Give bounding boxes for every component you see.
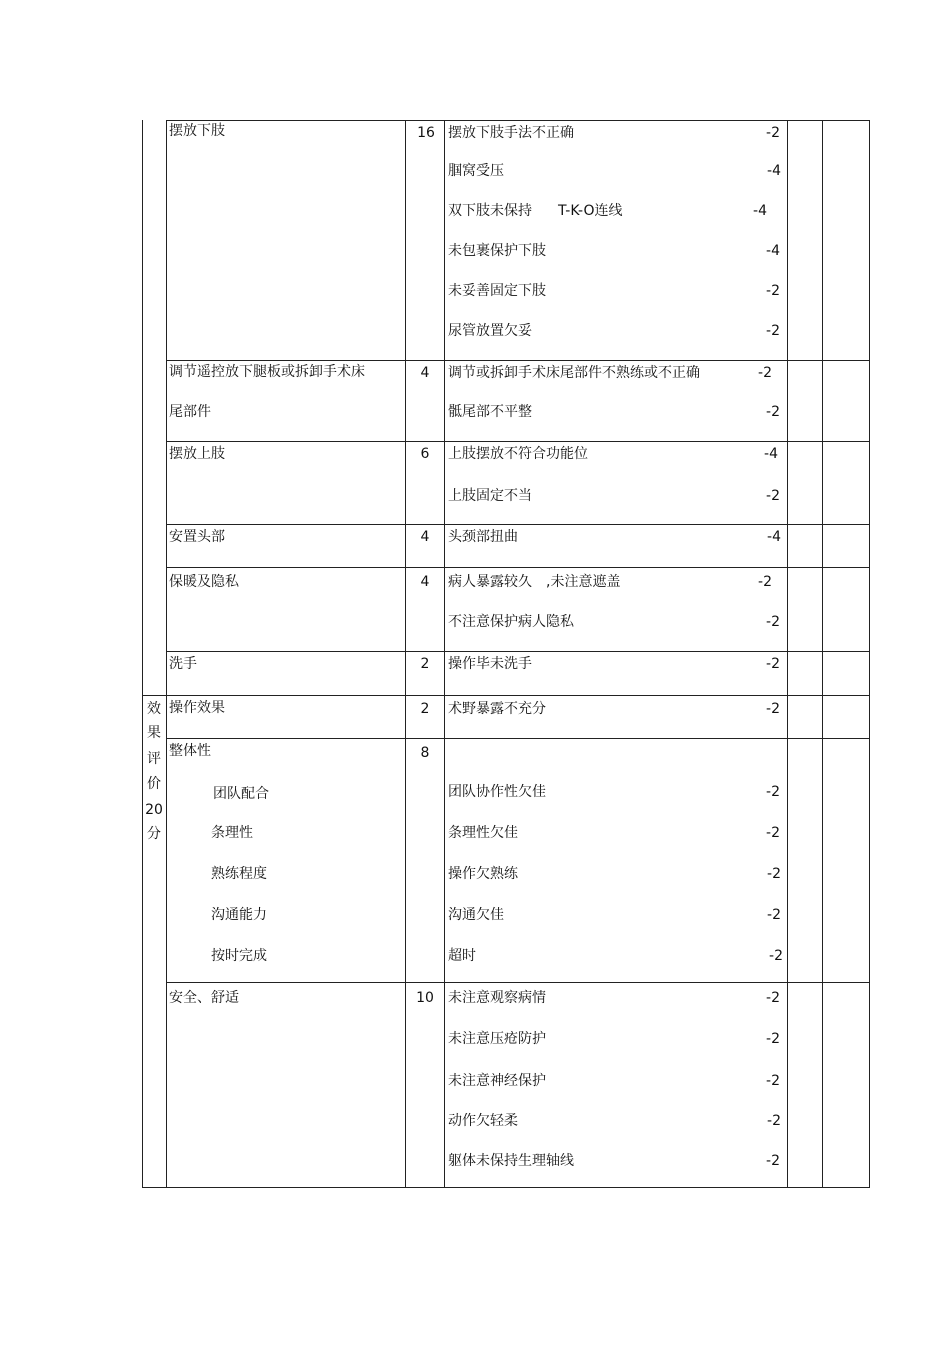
deduction-text: 调节或拆卸手术床尾部件不熟练或不正确 [448, 365, 700, 381]
table-col-divider [787, 120, 788, 1188]
item-score: 16 [417, 125, 435, 141]
deduction-text: 上肢固定不当 [448, 488, 532, 504]
deduction-points: -2 [766, 1031, 780, 1047]
deduction-text: 团队协作性欠佳 [448, 784, 546, 800]
deduction-text: 摆放下肢手法不正确 [448, 125, 574, 141]
deduction-points: -2 [766, 784, 780, 800]
deduction-points: -2 [766, 825, 780, 841]
deduction-points: -2 [758, 365, 772, 381]
item-score: 4 [420, 365, 430, 381]
deduction-text: 操作毕未洗手 [448, 656, 532, 672]
item-score: 4 [420, 529, 430, 545]
table-border-right [869, 120, 870, 1188]
deduction-text: 未注意神经保护 [448, 1073, 546, 1089]
deduction-text: 尿管放置欠妥 [448, 323, 532, 339]
deduction-text: 未注意观察病情 [448, 990, 546, 1006]
deduction-text: 术野暴露不充分 [448, 701, 546, 717]
deduction-text: 条理性欠佳 [448, 825, 518, 841]
sub-item: 沟通能力 [211, 907, 267, 923]
item-score: 10 [416, 990, 434, 1006]
table-row-divider [166, 360, 870, 361]
table-col-divider [166, 120, 167, 1188]
deduction-points: -4 [767, 163, 781, 179]
item-name: 操作效果 [169, 700, 225, 716]
table-section-divider [142, 695, 870, 696]
item-score: 6 [420, 446, 430, 462]
deduction-points: -2 [766, 283, 780, 299]
deduction-text: 病人暴露较久 [448, 574, 532, 590]
item-name: 摆放上肢 [169, 446, 225, 462]
deduction-text: 未包裹保护下肢 [448, 243, 546, 259]
deduction-points: -2 [766, 404, 780, 420]
deduction-text: T-K-O连线 [558, 203, 623, 219]
table-row-divider [166, 738, 870, 739]
deduction-text: 不注意保护病人隐私 [448, 614, 574, 630]
section-label-char: 效 [147, 701, 161, 717]
item-score: 2 [420, 656, 430, 672]
section-label-char: 价 [147, 776, 161, 792]
item-score: 2 [420, 701, 430, 717]
table-row-divider [166, 524, 870, 525]
deduction-points: -4 [764, 446, 778, 462]
sub-item: 团队配合 [213, 786, 269, 802]
table-row-divider [166, 982, 870, 983]
item-name: 安全、舒适 [169, 990, 239, 1006]
deduction-text: 未妥善固定下肢 [448, 283, 546, 299]
deduction-text: 上肢摆放不符合功能位 [448, 446, 588, 462]
deduction-points: -2 [766, 1153, 780, 1169]
item-score: 8 [420, 745, 430, 761]
section-label-char: 果 [147, 725, 161, 741]
deduction-text: 沟通欠佳 [448, 907, 504, 923]
deduction-points: -2 [766, 488, 780, 504]
deduction-text: 头颈部扭曲 [448, 529, 518, 545]
deduction-text: 操作欠熟练 [448, 866, 518, 882]
table-border-left [142, 120, 143, 1188]
item-name: 摆放下肢 [169, 123, 225, 139]
item-name: 安置头部 [169, 529, 225, 545]
deduction-points: -2 [766, 614, 780, 630]
deduction-points: -2 [769, 948, 783, 964]
section-label-char: 评 [147, 751, 161, 767]
sub-item: 熟练程度 [211, 866, 267, 882]
table-col-divider [822, 120, 823, 1188]
deduction-points: -2 [766, 125, 780, 141]
item-name: 尾部件 [169, 404, 211, 420]
deduction-points: -4 [766, 243, 780, 259]
sub-item: 按时完成 [211, 948, 267, 964]
table-border-bottom [142, 1187, 870, 1188]
deduction-points: -2 [758, 574, 772, 590]
deduction-text: 腘窝受压 [448, 163, 504, 179]
table-col-divider [444, 120, 445, 1188]
deduction-points: -2 [766, 990, 780, 1006]
item-score: 4 [420, 574, 430, 590]
section-label-char: 20 [145, 802, 163, 818]
sub-item: 条理性 [211, 825, 253, 841]
table-row-divider [166, 441, 870, 442]
deduction-points: -4 [753, 203, 767, 219]
deduction-points: -4 [767, 529, 781, 545]
deduction-points: -2 [766, 701, 780, 717]
item-name: 洗手 [169, 656, 197, 672]
deduction-points: -2 [766, 323, 780, 339]
deduction-text: 双下肢未保持 [448, 203, 532, 219]
deduction-text: 骶尾部不平整 [448, 404, 532, 420]
deduction-text: 躯体未保持生理轴线 [448, 1153, 574, 1169]
table-border-top [166, 120, 870, 121]
deduction-text: ,未注意遮盖 [546, 574, 621, 590]
deduction-points: -2 [766, 656, 780, 672]
section-label-char: 分 [147, 826, 161, 842]
deduction-text: 超时 [448, 948, 476, 964]
item-name: 保暖及隐私 [169, 574, 239, 590]
deduction-text: 动作欠轻柔 [448, 1113, 518, 1129]
table-row-divider [166, 567, 870, 568]
item-name: 整体性 [169, 743, 211, 759]
deduction-text: 未注意压疮防护 [448, 1031, 546, 1047]
item-name: 调节遥控放下腿板或拆卸手术床 [169, 364, 365, 380]
deduction-points: -2 [767, 866, 781, 882]
deduction-points: -2 [767, 907, 781, 923]
table-col-divider [405, 120, 406, 1188]
table-row-divider [166, 651, 870, 652]
deduction-points: -2 [767, 1113, 781, 1129]
deduction-points: -2 [766, 1073, 780, 1089]
